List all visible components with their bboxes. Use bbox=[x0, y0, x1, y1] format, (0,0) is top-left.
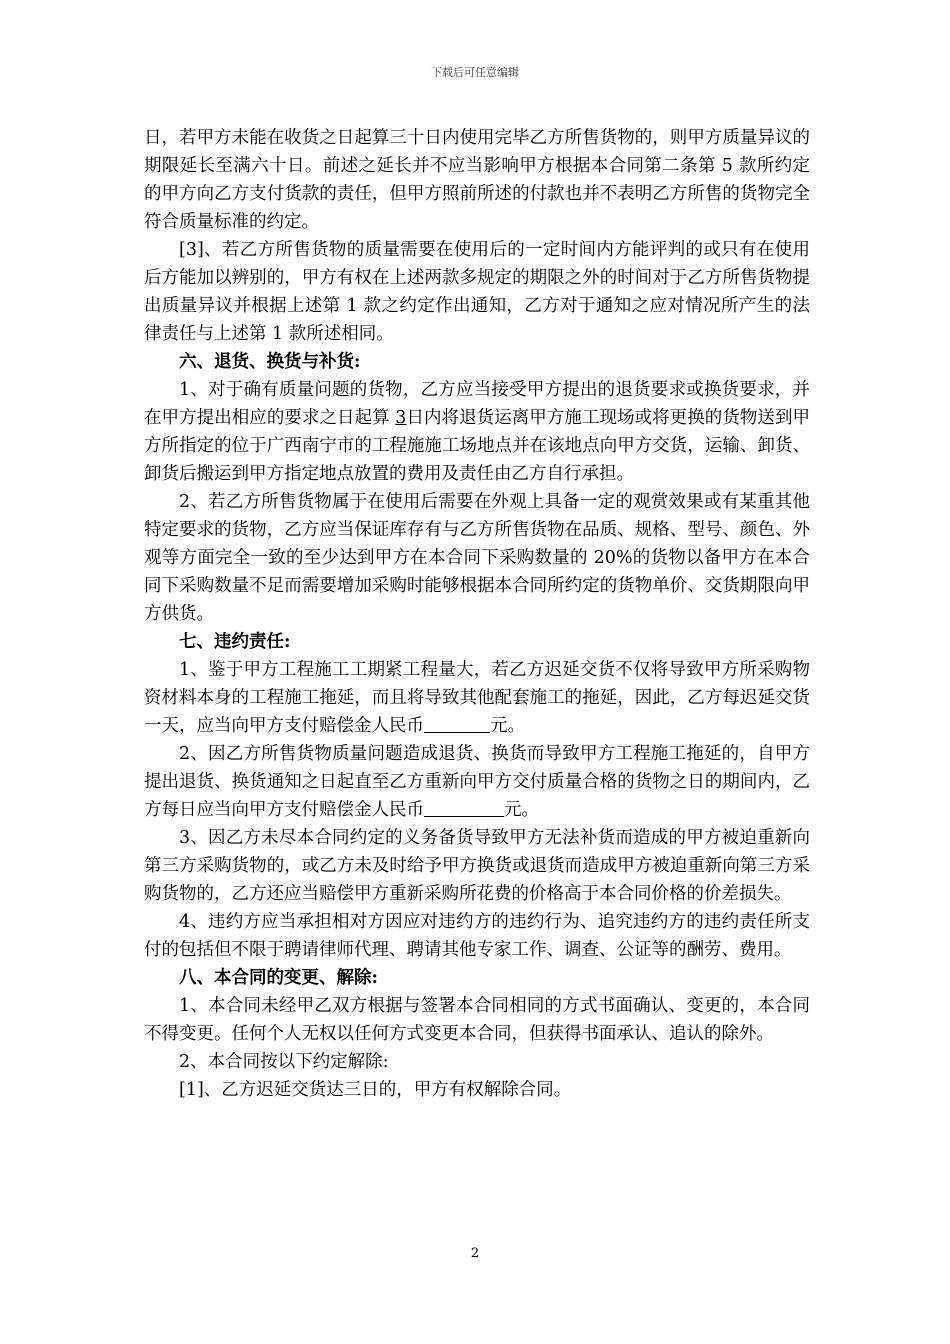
paragraph: 日，若甲方未能在收货之日起算三十日内使用完毕乙方所售货物的，则甲方质量异议的期限延长至满六十日。前述之延长并不应当影响甲方根据本合同第二条第 5 款所约定的甲方向乙方支付货款的责任，但甲方照前所述的付款也并不表明乙方所售的货物完全符合质量标准的约定。 bbox=[144, 128, 810, 232]
paragraph bbox=[144, 656, 810, 740]
paragraph-text: 元。 bbox=[504, 800, 539, 820]
paragraph bbox=[144, 376, 810, 488]
paragraph: 3、因乙方未尽本合同约定的义务备货导致甲方无法补货而造成的甲方被迫重新向第三方采购货物的，或乙方未及时给予甲方换货或退货而造成甲方被迫重新向第三方采购货物的，乙方还应当赔偿甲方重新采购所花费的价格高于本合同价格的价差损失。 bbox=[144, 828, 810, 904]
paragraph: [3]、若乙方所售货物的质量需要在使用后的一定时间内方能评判的或只有在使用后方能加以辨别的，甲方有权在上述两款多规定的期限之外的时间对于乙方所售货物提出质量异议并根据上述第 1 款之约定作出通知，乙方对于通知之应对情况所产生的法律责任与上述第 1 款所述相同。 bbox=[144, 240, 810, 344]
section-heading-6: 六、退货、换货与补货: bbox=[179, 352, 361, 372]
paragraph-text: 1、鉴于甲方工程施工工期紧工程量大，若乙方迟延交货不仅将导致甲方所采购物资材料本身的工程施工拖延，而且将导致其他配套施工的拖延，因此，乙方每迟延交货一天，应当向甲方支付赔偿金人民币 bbox=[144, 660, 810, 736]
page-number: 2 bbox=[470, 1246, 480, 1261]
paragraph-text: 日内将退货运离甲方施工现场或将更换的货物送到甲方所指定的位于广西南宁市的工程施施工场地点并在该地点向甲方交货，运输、卸货、卸货后搬运到甲方指定地点放置的费用及责任由乙方自行承担。 bbox=[144, 408, 811, 484]
document-body bbox=[144, 124, 810, 1104]
section-heading-7: 七、违约责任: bbox=[179, 632, 291, 652]
paragraph-text: 元。 bbox=[490, 716, 525, 736]
fill-in-blank[interactable] bbox=[424, 798, 504, 817]
underlined-number: 3 bbox=[395, 408, 407, 428]
section-heading-8: 八、本合同的变更、解除: bbox=[179, 968, 378, 988]
fill-in-blank[interactable] bbox=[424, 714, 490, 733]
paragraph: 2、本合同按以下约定解除: bbox=[179, 1052, 389, 1072]
paragraph: 4、违约方应当承担相对方因应对违约方的违约行为、追究违约方的违约责任所支付的包括但不限于聘请律师代理、聘请其他专家工作、调查、公证等的酬劳、费用。 bbox=[144, 912, 810, 960]
paragraph: [1]、乙方迟延交货达三日的，甲方有权解除合同。 bbox=[179, 1080, 572, 1100]
paragraph bbox=[144, 740, 810, 824]
paragraph: 1、本合同未经甲乙双方根据与签署本合同相同的方式书面确认、变更的，本合同不得变更。任何个人无权以任何方式变更本合同，但获得书面承认、追认的除外。 bbox=[144, 996, 810, 1044]
paragraph-text: 1、对于确有质量问题的货物，乙方应当接受甲方提出的退货要求或换货要求，并在甲方提出相应的要求之日起算 bbox=[144, 380, 810, 428]
paragraph: 2、若乙方所售货物属于在使用后需要在外观上具备一定的观赏效果或有某重其他特定要求的货物，乙方应当保证库存有与乙方所售货物在品质、规格、型号、颜色、外观等方面完全一致的至少达到甲方在本合同下采购数量的 20%的货物以备甲方在本合同下采购数量不足而需要增加采购时能够根据本合同所约定的货物单价、交货期限向甲方供货。 bbox=[144, 492, 810, 624]
paragraph-text: 2、因乙方所售货物质量问题造成退货、换货而导致甲方工程施工拖延的，自甲方提出退货、换货通知之日起直至乙方重新向甲方交付质量合格的货物之日的期间内，乙方每日应当向甲方支付赔偿金人民币 bbox=[144, 744, 810, 820]
header-note: 下载后可任意编辑 bbox=[431, 66, 519, 79]
